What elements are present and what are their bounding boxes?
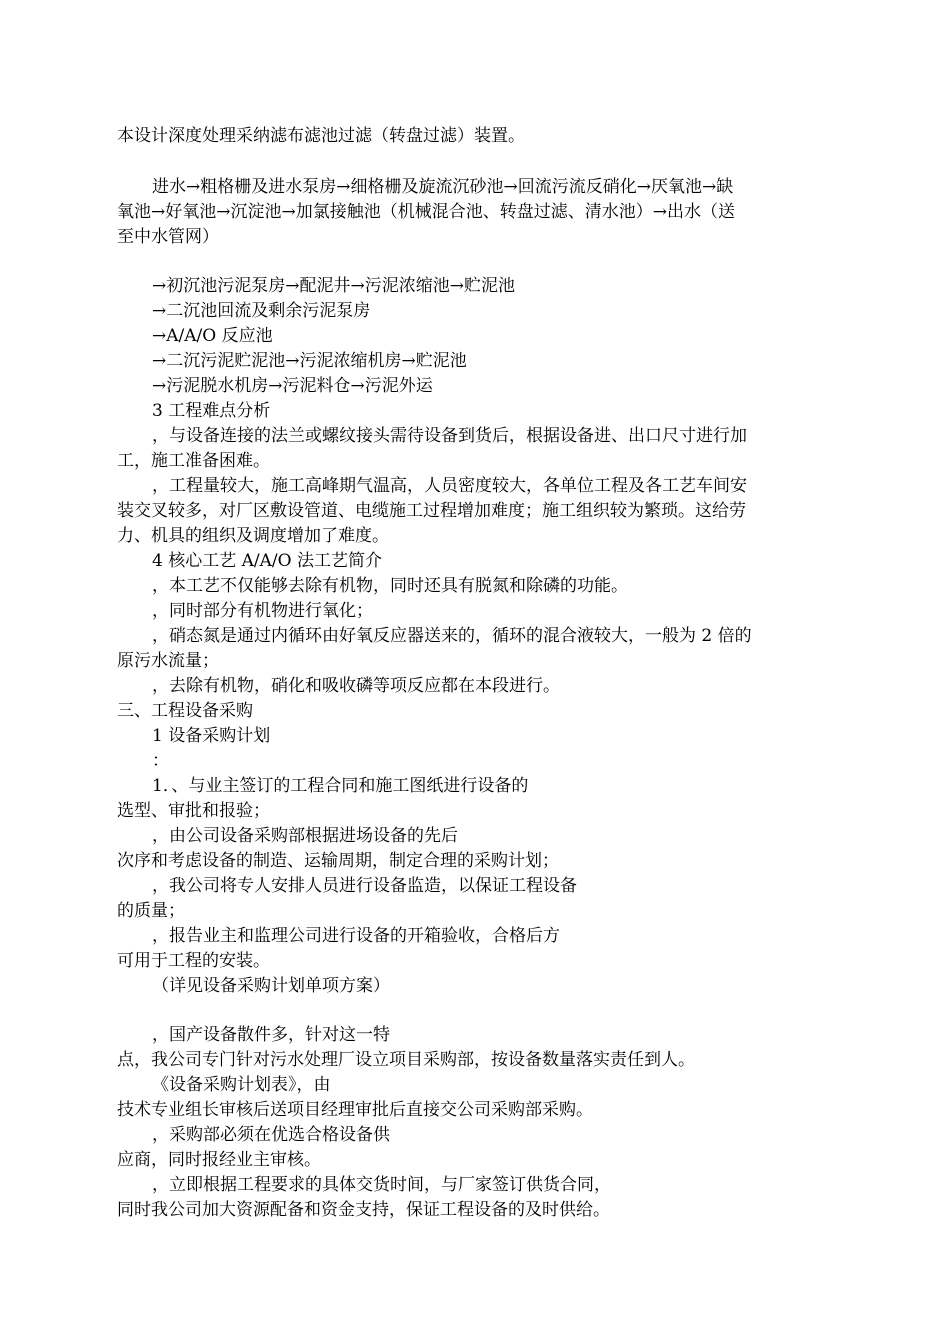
text-line: 进水→粗格栅及进水泵房→细格栅及旋流沉砂池→回流污流反硝化→厌氧池→缺 [152, 177, 734, 197]
text-line: 原污水流量； [117, 651, 219, 671]
text-line: 《设备采购计划表》，由 [152, 1075, 331, 1095]
chapter-heading: 三、工程设备采购 [117, 701, 253, 721]
text-line: 可用于工程的安装。 [117, 951, 270, 971]
text-line: 应商，同时报经业主审核。 [117, 1150, 321, 1170]
text-line: 本设计深度处理采纳滤布滤池过滤（转盘过滤）装置。 [117, 126, 525, 146]
text-line: 技术专业组长审核后送项目经理审批后直接交公司采购部采购。 [117, 1100, 593, 1120]
text-line: ，由公司设备采购部根据进场设备的先后 [152, 826, 458, 846]
text-line: ，立即根据工程要求的具体交货时间，与厂家签订供货合同， [152, 1175, 611, 1195]
text-line: ，与设备连接的法兰或螺纹接头需待设备到货后，根据设备进、出口尺寸进行加 [152, 426, 747, 446]
text-line: 装交叉较多，对厂区敷设管道、电缆施工过程增加难度；施工组织较为繁琐。这给劳 [117, 501, 746, 521]
text-line: 同时我公司加大资源配备和资金支持，保证工程设备的及时供给。 [117, 1200, 610, 1220]
section-heading: 1 设备采购计划 [152, 726, 271, 746]
text-line: 至中水管网） [117, 227, 219, 247]
text-line: 氧池→好氧池→沉淀池→加氯接触池（机械混合池、转盘过滤、清水池）→出水（送 [117, 202, 735, 222]
text-line: 1．、与业主签订的工程合同和施工图纸进行设备的 [152, 776, 529, 796]
text-line: 次序和考虑设备的制造、运输周期，制定合理的采购计划； [117, 851, 559, 871]
text-line: 点，我公司专门针对污水处理厂设立项目采购部，按设备数量落实责任到人。 [117, 1050, 695, 1070]
text-line: 的质量； [117, 901, 185, 921]
text-line: →污泥脱水机房→污泥料仓→污泥外运 [152, 376, 433, 396]
text-line: （详见设备采购计划单项方案） [152, 976, 390, 996]
text-line: 力、机具的组织及调度增加了难度。 [117, 526, 389, 546]
text-line: ，报告业主和监理公司进行设备的开箱验收，合格后方 [152, 926, 560, 946]
text-line: ，去除有机物，硝化和吸收磷等项反应都在本段进行。 [152, 676, 560, 696]
text-line: →初沉池污泥泵房→配泥井→污泥浓缩池→贮泥池 [152, 276, 515, 296]
text-line: ，同时部分有机物进行氧化； [152, 601, 373, 621]
section-heading: 4 核心工艺 A/A/O 法工艺简介 [152, 551, 382, 571]
text-line: ，工程量较大，施工高峰期气温高，人员密度较大，各单位工程及各工艺车间安 [152, 476, 747, 496]
text-line: ，采购部必须在优选合格设备供 [152, 1125, 390, 1145]
text-line: ： [152, 751, 169, 771]
text-line: →二沉污泥贮泥池→污泥浓缩机房→贮泥池 [152, 351, 467, 371]
text-line: 工，施工准备困难。 [117, 451, 270, 471]
text-line: ，本工艺不仅能够去除有机物，同时还具有脱氮和除磷的功能。 [152, 576, 628, 596]
text-line: 选型、审批和报验； [117, 801, 270, 821]
text-line: ，我公司将专人安排人员进行设备监造，以保证工程设备 [152, 876, 577, 896]
text-line: ，硝态氮是通过内循环由好氧反应器送来的，循环的混合液较大，一般为 2 倍的 [152, 626, 752, 646]
text-line: ，国产设备散件多，针对这一特 [152, 1025, 390, 1045]
text-line: →二沉池回流及剩余污泥泵房 [152, 301, 371, 321]
text-line: →A/A/O 反应池 [152, 326, 273, 346]
section-heading: 3 工程难点分析 [152, 401, 271, 421]
